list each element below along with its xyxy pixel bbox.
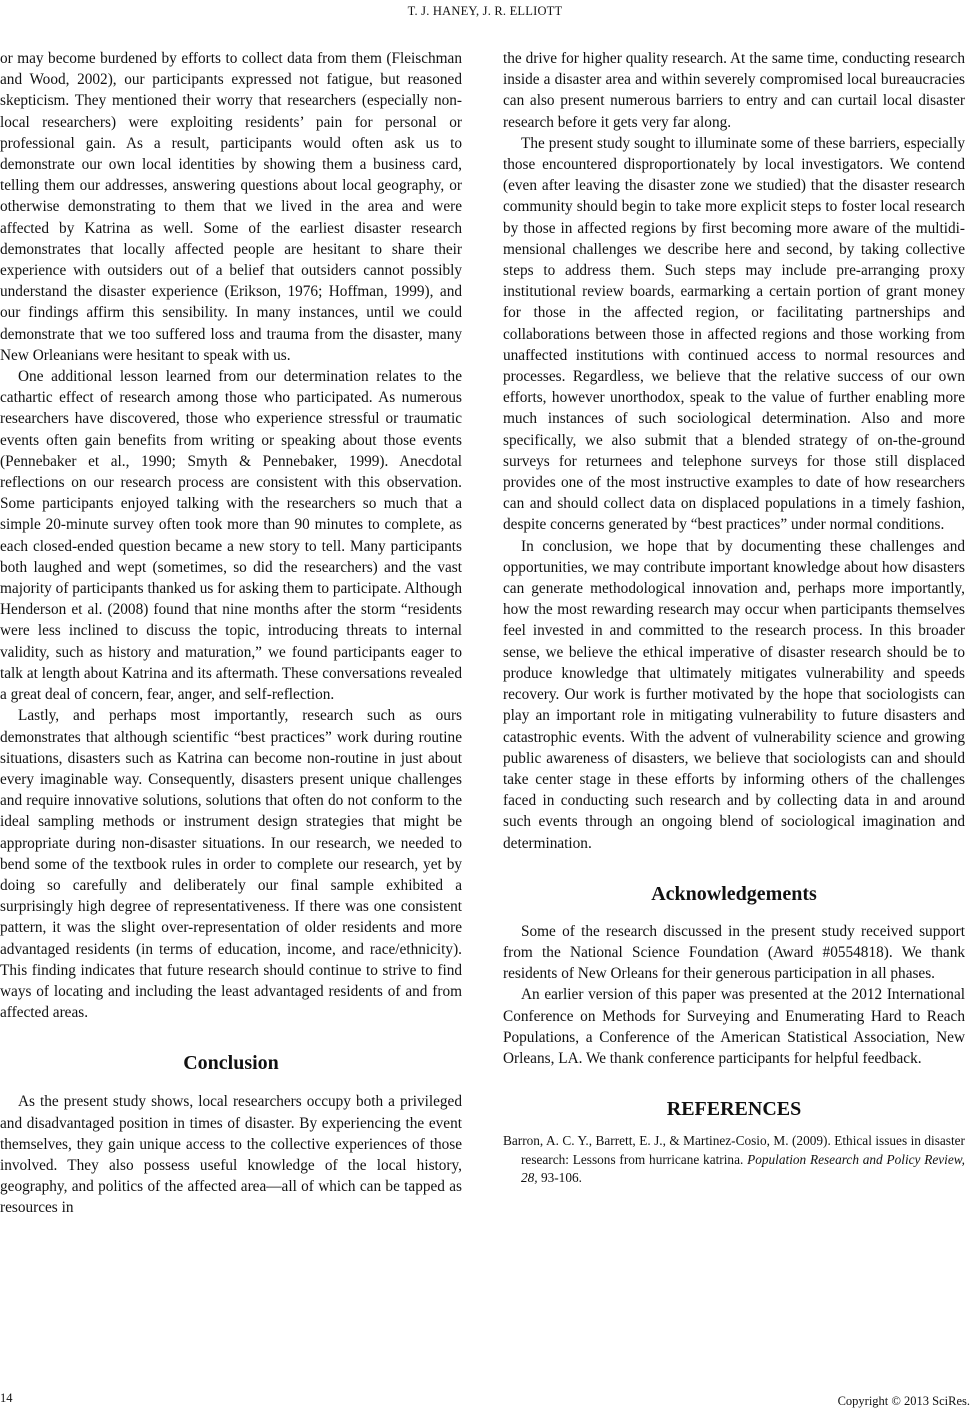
- paragraph: the drive for higher quality research. At the same time, conducting research inside a disaster area and within severely compromised local bureaucracies can also present numerous barriers to entry and can curtail local disaster research before it gets very far along.: [503, 50, 965, 131]
- copyright-notice: Copyright © 2013 SciRes.: [837, 1394, 970, 1408]
- reference-text: Barron, A. C. Y., Barrett, E. J., & Martinez-Cosio, M. (2009). Ethical issues in disaster research: Lessons from hurricane katrina.: [503, 1133, 965, 1167]
- references-heading: REFERENCES: [666, 1098, 802, 1121]
- acknowledgements-heading: Acknowledgements: [651, 882, 817, 905]
- right-column: [503, 48, 965, 1188]
- paragraph: Some of the research discussed in the present study received support from the National Science Foundation (Award #0554818). We thank residents of New Orleans for their generous participation in all phases.: [503, 922, 965, 983]
- conclusion-heading: Conclusion: [183, 1052, 279, 1075]
- reference-journal: Population Research and Policy Review, 28,: [521, 1151, 965, 1186]
- page-number: 14: [0, 1391, 13, 1405]
- reference-pages: 93-106.: [537, 1170, 582, 1186]
- paragraph: One additional lesson learned from our determination relates to the cathartic effect of research among those who participated. As numerous researchers have discovered, those who experience stressful or traumatic events often gain benefits from writing or speaking about those events (Pennebaker et al., 1990; Smyth & Pennebaker, 1999). Anecdotal reflections on our research process are consistent with this observation. Some participants enjoyed talking with the researchers so much that a simple 20-minute survey often took more than 90 minutes to complete, as each closed-ended question became a new story to tell. Many participants both laughed and wept (sometimes, so did the researchers) and the vast majority of participants thanked us for asking them to participate. Although Henderson et al. (2008) found that nine months after the storm “residents were less inclined to discuss the topic, introducing threats to internal validity, such as history and maturation,” we found participants eager to talk at length about Katrina and its aftermath. These conversations revealed a great deal of concern, fear, anger, and self-reflection.: [0, 368, 462, 704]
- paragraph: Lastly, and perhaps most importantly, research such as ours demonstrates that although scientific “best practices” work during routine situations, disasters such as Katrina can become non-routine in just about every imaginable way. Consequently, disasters present unique challenges and require innovative solutions, solutions that often do not conform to the ideal sampling methods or instrument design strategies that might be appropriate during non-disaster situations. In our research, we needed to bend some of the textbook rules in order to complete our research, yet by doing so carefully and deliberately our final sample exhibited a surprisingly high degree of representativeness. If there was one consistent pattern, it was the slight over-representation of older residents and more advantaged residents (in terms of education, income, and race/ethnicity). This finding indicates that future research should continue to strive to find ways of locating and including the least advantaged residents of and from affected areas.: [0, 707, 462, 1022]
- reference-list: [503, 1132, 965, 1188]
- reference-entry: [503, 1132, 965, 1188]
- paragraph: In conclusion, we hope that by documenting these challenges and opportunities, we may contribute important knowledge about how disasters can generate methodological innovation and, perhaps more importantly, how the most rewarding research may occur when participants themselves feel invested in and committed to the research process. In this broader sense, we believe the ethical imperative of disaster research should be to produce knowledge that ultimately mitigates vulnerability and speeds recovery. Our work is further motivated by the hope that sociologists can play an important role in mitigating vulnerability to future disasters and catastrophic events. With the advent of vulnerability science and growing public awareness of disasters, we believe that sociologists can and should take center stage in these efforts by informing others of the challenges faced in conducting such research and by collecting data in and around such events through an ongoing blend of sociological imagination and determination.: [503, 537, 965, 852]
- left-column: [0, 48, 462, 1219]
- paragraph: An earlier version of this paper was presented at the 2012 International Conference on Methods for Surveying and Enumerating Hard to Reach Populations, a Conference of the American Statistical Association, New Orleans, LA. We thank conference participants for helpful feedback.: [503, 986, 965, 1067]
- paragraph: The present study sought to illuminate some of these barriers, especially those encountered disproportionately by local investigators. We contend (even after leaving the disaster zone we studied) that the disaster research community should begin to take more explicit steps to foster local research by those in affected regions by first becoming more aware of the multidimensional challenges we describe here and second, by taking collective steps to address them. Such steps may include pre-arranging proxy institutional review boards, earmarking a certain portion of grant money for those in the affected region, or facilitating partnerships and collaborations between those in affected regions and those working from unaffected institutions with continued access to normal resources and processes. Regardless, we believe that the relative success of our own efforts, however unorthodox, speak to the value of further enabling more much instances of such sociological determination. Also and more specifically, we also submit that a blended strategy of on-the-ground surveys for returnees and telephone surveys for those still displaced provides one of the most instructive examples to date of how researchers can and should collect data on displaced populations in a timely fashion, despite concerns generated by “best practices” under normal conditions.: [503, 134, 965, 534]
- paragraph: As the present study shows, local researchers occupy both a privileged and disadvantaged position in times of disaster. By experiencing the event themselves, they gain unique access to the collective experiences of those involved. They also possess useful knowledge of the local history, geography, and politics of the affected area—all of which can be tapped as resources in: [0, 1093, 462, 1217]
- running-head: T. J. HANEY, J. R. ELLIOTT: [407, 4, 563, 18]
- paragraph: or may become burdened by efforts to collect data from them (Fleischman and Wood, 2002), our participants expressed not fatigue, but reasoned skepticism. They mentioned their worry that researchers (especially non-local researchers) were exploiting residents’ pain for personal or professional gain. As a result, participants would often ask us to demonstrate our own local identities by showing them a business card, telling them our addresses, answering questions about local geography, or otherwise demonstrating to them that we lived in the area and were affected by Katrina as well. Some of the earliest disaster research demonstrates that locally affected people are hesitant to share their experience with outsiders out of a belief that outsiders cannot possibly understand the disaster experience (Erikson, 1976; Hoffman, 1999), and our findings affirm this sensibility. In many instances, until we could demonstrate that we too suffered loss and trauma from the disaster, many New Orleanians were hesitant to speak with us.: [0, 50, 462, 364]
